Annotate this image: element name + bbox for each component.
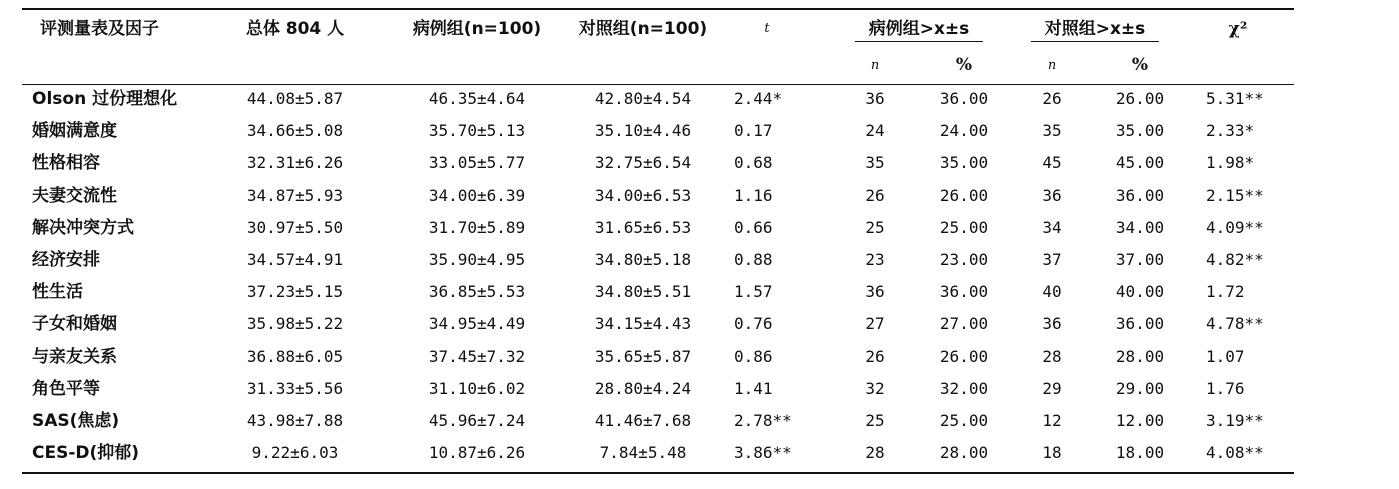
cell-chi2: 4.78** [1206,314,1264,334]
cell-control: 7.84±5.48 [599,443,687,463]
cell-case: 33.05±5.77 [428,153,526,173]
cell-total: 36.88±6.05 [246,346,344,366]
cell-control-n: 36 [1042,314,1062,334]
cell-label: 性格相容 [32,153,100,174]
cell-case-pct: 32.00 [939,378,989,398]
cell-total: 44.08±5.87 [246,89,344,108]
cell-total: 34.57±4.91 [246,250,344,269]
cell-control: 31.65±6.53 [594,217,692,237]
header-control-gt: 对照组>x±s [1044,19,1146,39]
cell-control-n: 35 [1042,121,1062,141]
cell-control-pct: 40.00 [1115,282,1165,302]
cell-control-pct: 18.00 [1115,443,1165,463]
cell-control-n: 26 [1042,89,1062,108]
header-n1: n [870,58,880,73]
cell-label: 角色平等 [32,378,100,399]
cell-control-n: 18 [1042,443,1062,463]
cell-case-pct: 35.00 [939,153,989,173]
cell-t: 0.66 [734,217,773,237]
cell-chi2: 4.09** [1206,217,1264,237]
cell-case-n: 23 [865,250,885,269]
cell-case-pct: 25.00 [939,217,989,237]
cell-case-pct: 23.00 [939,250,989,269]
cell-label: CES-D(抑郁) [32,443,140,464]
cell-case-pct: 36.00 [939,89,989,108]
cell-chi2: 1.76 [1206,378,1245,398]
cell-label: Olson 过份理想化 [32,89,178,109]
cell-case-pct: 28.00 [939,443,989,463]
cell-case-n: 27 [865,314,885,334]
cell-chi2: 3.19** [1206,411,1264,430]
cell-control-pct: 36.00 [1115,314,1165,334]
cell-label: 夫妻交流性 [32,185,117,206]
cell-t: 1.16 [734,185,773,205]
header-n2: n [1047,58,1057,73]
header-rule [22,84,1294,85]
cell-t: 0.17 [734,121,773,141]
cell-case: 35.90±4.95 [428,250,526,269]
cell-control-n: 45 [1042,153,1062,173]
header-control: 对照组(n=100) [578,19,708,39]
cell-case-n: 25 [865,217,885,237]
cell-case-n: 32 [865,378,885,398]
cell-case: 31.70±5.89 [428,217,526,237]
cell-control-n: 29 [1042,378,1062,398]
cell-case-pct: 26.00 [939,346,989,366]
top-rule [22,8,1294,10]
cell-control-pct: 28.00 [1115,346,1165,366]
header-case-gt: 病例组>x±s [868,19,970,39]
cell-control-n: 40 [1042,282,1062,302]
cell-chi2: 1.07 [1206,346,1245,366]
cell-label: 解决冲突方式 [32,217,134,238]
cell-total: 35.98±5.22 [246,314,344,334]
cell-case-n: 26 [865,185,885,205]
cell-chi2: 4.08** [1206,443,1264,463]
cell-control: 34.15±4.43 [594,314,692,334]
cell-control: 35.65±5.87 [594,346,692,366]
cell-case: 31.10±6.02 [428,378,526,398]
cell-t: 2.44* [734,89,783,108]
cell-total: 9.22±6.03 [251,443,339,463]
cell-control-pct: 34.00 [1115,217,1165,237]
cell-case: 34.00±6.39 [428,185,526,205]
cell-control-pct: 35.00 [1115,121,1165,141]
cell-label: 与亲友关系 [32,346,117,367]
cell-control: 28.80±4.24 [594,378,692,398]
header-scale: 评测量表及因子 [40,19,159,39]
cell-case-n: 26 [865,346,885,366]
cell-label: 性生活 [32,282,83,303]
cell-total: 30.97±5.50 [246,217,344,237]
header-total: 总体 804 人 [245,19,345,39]
cell-label: 婚姻满意度 [32,121,117,142]
cell-t: 0.76 [734,314,773,334]
cell-control: 35.10±4.46 [594,121,692,141]
bottom-rule [22,472,1294,474]
cell-control-pct: 36.00 [1115,185,1165,205]
cell-case-n: 25 [865,411,885,430]
cell-total: 34.87±5.93 [246,185,344,205]
cell-t: 1.41 [734,378,773,398]
cell-case-pct: 25.00 [939,411,989,430]
cell-control: 34.00±6.53 [594,185,692,205]
cell-total: 34.66±5.08 [246,121,344,141]
cell-case: 36.85±5.53 [428,282,526,302]
cell-chi2: 1.72 [1206,282,1245,302]
cell-control-pct: 29.00 [1115,378,1165,398]
cell-total: 43.98±7.88 [246,411,344,430]
cell-control-n: 12 [1042,411,1062,430]
cell-t: 0.88 [734,250,773,269]
header-pct2: % [1131,55,1149,75]
cell-t: 0.86 [734,346,773,366]
cell-case: 10.87±6.26 [428,443,526,463]
cell-t: 2.78** [734,411,792,430]
cell-t: 3.86** [734,443,792,463]
cell-label: SAS(焦虑) [32,411,120,431]
cell-total: 31.33±5.56 [246,378,344,398]
header-pct1: % [955,55,973,75]
cell-chi2: 5.31** [1206,89,1264,108]
cell-case-pct: 26.00 [939,185,989,205]
cell-control-n: 28 [1042,346,1062,366]
cell-chi2: 4.82** [1206,250,1264,269]
cell-t: 1.57 [734,282,773,302]
cell-label: 经济安排 [32,250,100,270]
cell-case-n: 36 [865,89,885,108]
cell-case: 35.70±5.13 [428,121,526,141]
header-case: 病例组(n=100) [412,19,542,39]
header-chi2: χ² [1228,19,1248,39]
cell-control-pct: 45.00 [1115,153,1165,173]
header-case-gt-underline [855,41,983,42]
cell-case-n: 36 [865,282,885,302]
cell-case-n: 35 [865,153,885,173]
cell-control-n: 36 [1042,185,1062,205]
cell-control-pct: 12.00 [1115,411,1165,430]
cell-control-n: 37 [1042,250,1062,269]
header-control-gt-underline [1031,41,1159,42]
cell-chi2: 1.98* [1206,153,1255,173]
cell-total: 32.31±6.26 [246,153,344,173]
cell-chi2: 2.15** [1206,185,1264,205]
cell-case: 46.35±4.64 [428,89,526,108]
cell-label: 子女和婚姻 [32,314,117,335]
cell-chi2: 2.33* [1206,121,1255,141]
cell-control: 42.80±4.54 [594,89,692,108]
cell-control: 32.75±6.54 [594,153,692,173]
cell-total: 37.23±5.15 [246,282,344,302]
cell-case: 45.96±7.24 [428,411,526,430]
cell-control-n: 34 [1042,217,1062,237]
cell-case-n: 28 [865,443,885,463]
cell-case-n: 24 [865,121,885,141]
cell-case: 37.45±7.32 [428,346,526,366]
cell-case-pct: 24.00 [939,121,989,141]
cell-control: 34.80±5.18 [594,250,692,269]
cell-control-pct: 37.00 [1115,250,1165,269]
cell-case: 34.95±4.49 [428,314,526,334]
cell-control: 41.46±7.68 [594,411,692,430]
cell-case-pct: 36.00 [939,282,989,302]
header-t: t [764,21,770,36]
cell-t: 0.68 [734,153,773,173]
cell-control: 34.80±5.51 [594,282,692,302]
cell-case-pct: 27.00 [939,314,989,334]
cell-control-pct: 26.00 [1115,89,1165,108]
